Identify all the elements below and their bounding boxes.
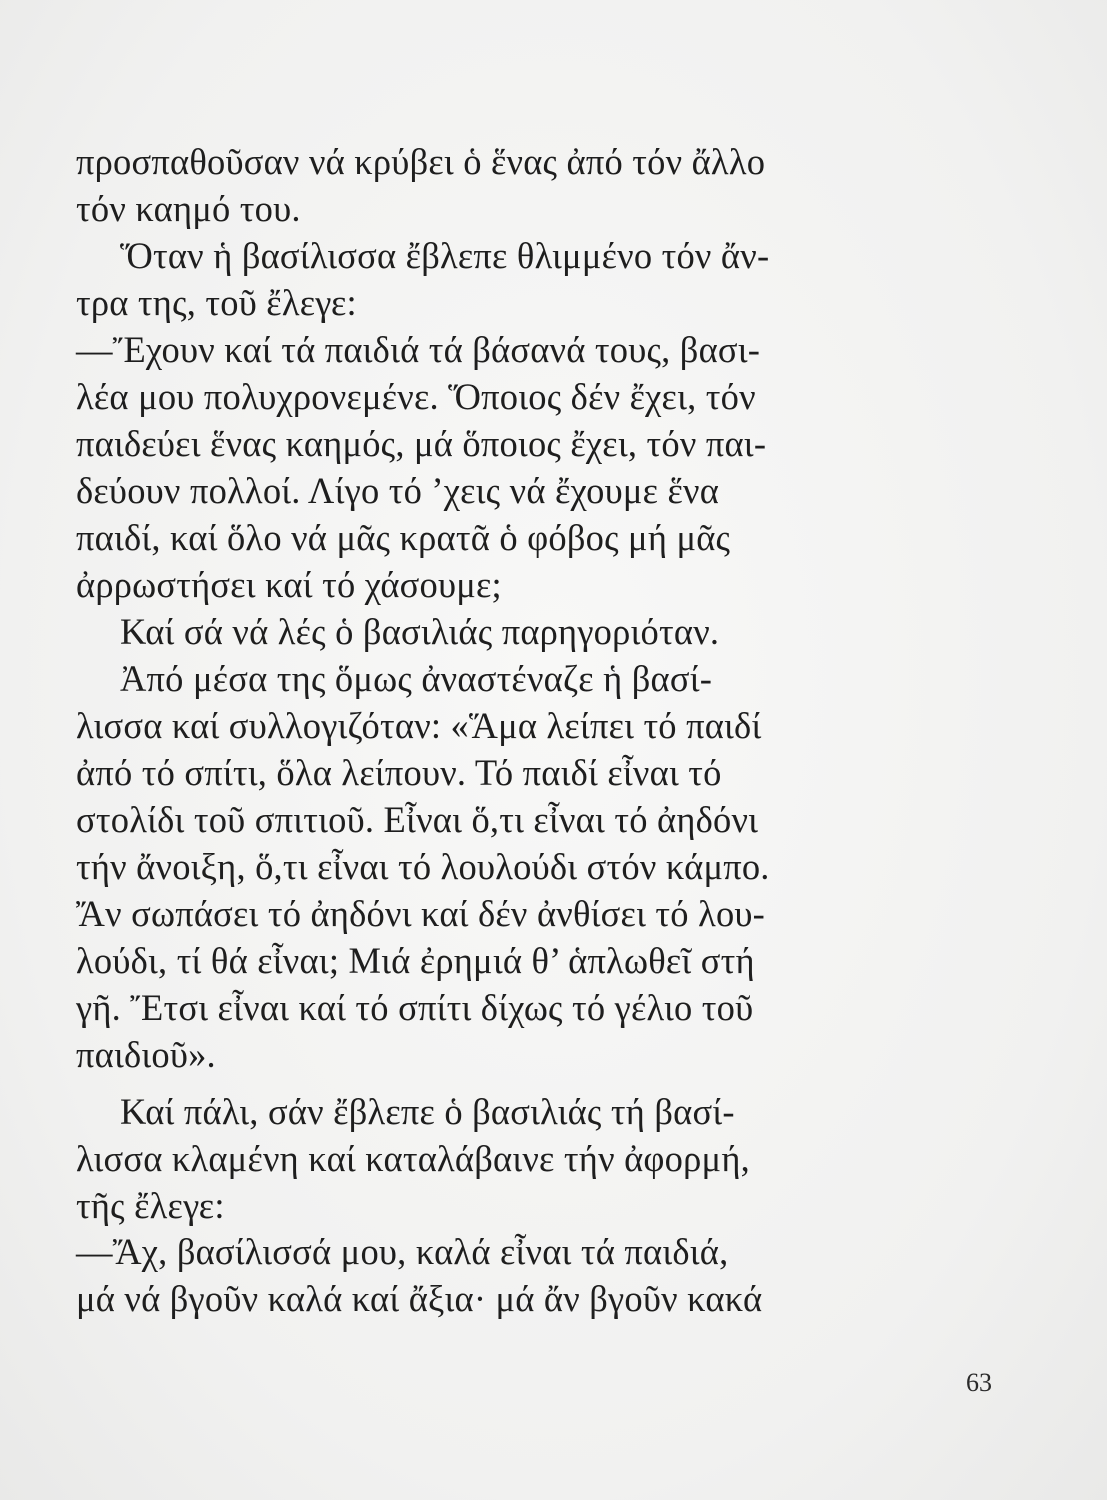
text-line: —Ἔχουν καί τά παιδιά τά βάσανά τους, βασι- xyxy=(76,329,761,370)
text-line: λισσα κλαμένη καί καταλάβαινε τήν ἀφορμή, xyxy=(76,1138,750,1179)
text-line: Ἀπό μέσα της ὅμως ἀναστέναζε ἡ βασί- xyxy=(120,658,713,699)
page-number: 63 xyxy=(966,1368,992,1397)
text-line: Ἄν σωπάσει τό ἀηδόνι καί δέν ἀνθίσει τό λου- xyxy=(76,893,766,934)
text-line: στολίδι τοῦ σπιτιοῦ. Εἶναι ὅ,τι εἶναι τό ἀηδόνι xyxy=(76,799,759,840)
text-line: ἀπό τό σπίτι, ὅλα λείπουν. Τό παιδί εἶναι τό xyxy=(76,752,722,793)
text-line: τόν καημό του. xyxy=(76,188,301,229)
text-line: προσπαθοῦσαν νά κρύβει ὁ ἕνας ἀπό τόν ἄλλο xyxy=(76,141,766,182)
text-line: Καί σά νά λές ὁ βασιλιάς παρηγοριόταν. xyxy=(120,611,720,652)
text-line: τῆς ἔλεγε: xyxy=(76,1185,225,1226)
text-line: λέα μου πολυχρονεμένε. Ὅποιος δέν ἔχει, τόν xyxy=(76,376,756,417)
text-line: λούδι, τί θά εἶναι; Μιά ἐρημιά θ’ ἁπλωθεῖ στή xyxy=(76,940,755,981)
text-line: δεύουν πολλοί. Λίγο τό ’χεις νά ἔχουμε ἕνα xyxy=(76,470,720,511)
text-line: παιδεύει ἕνας καημός, μά ὅποιος ἔχει, τόν παι- xyxy=(76,423,767,464)
text-line: τρα της, τοῦ ἔλεγε: xyxy=(76,282,357,323)
text-line: παιδί, καί ὅλο νά μᾶς κρατᾶ ὁ φόβος μή μᾶς xyxy=(76,517,731,558)
text-line: —Ἄχ, βασίλισσά μου, καλά εἶναι τά παιδιά, xyxy=(76,1231,729,1272)
text-line: τήν ἄνοιξη, ὅ,τι εἶναι τό λουλούδι στόν κάμπο. xyxy=(76,846,770,887)
text-line: Καί πάλι, σάν ἔβλεπε ὁ βασιλιάς τή βασί- xyxy=(120,1091,735,1132)
text-line: μά νά βγοῦν καλά καί ἄξια· μά ἄν βγοῦν κακά xyxy=(76,1278,763,1319)
text-line: Ὅταν ἡ βασίλισσα ἔβλεπε θλιμμένο τόν ἄν- xyxy=(120,235,770,276)
text-line: γῆ. Ἔτσι εἶναι καί τό σπίτι δίχως τό γέλιο τοῦ xyxy=(76,987,754,1028)
text-line: παιδιοῦ». xyxy=(76,1034,216,1075)
text-line: ἀρρωστήσει καί τό χάσουμε; xyxy=(76,564,502,605)
text-line: λισσα καί συλλογιζόταν: «Ἅμα λείπει τό παιδί xyxy=(76,705,762,746)
